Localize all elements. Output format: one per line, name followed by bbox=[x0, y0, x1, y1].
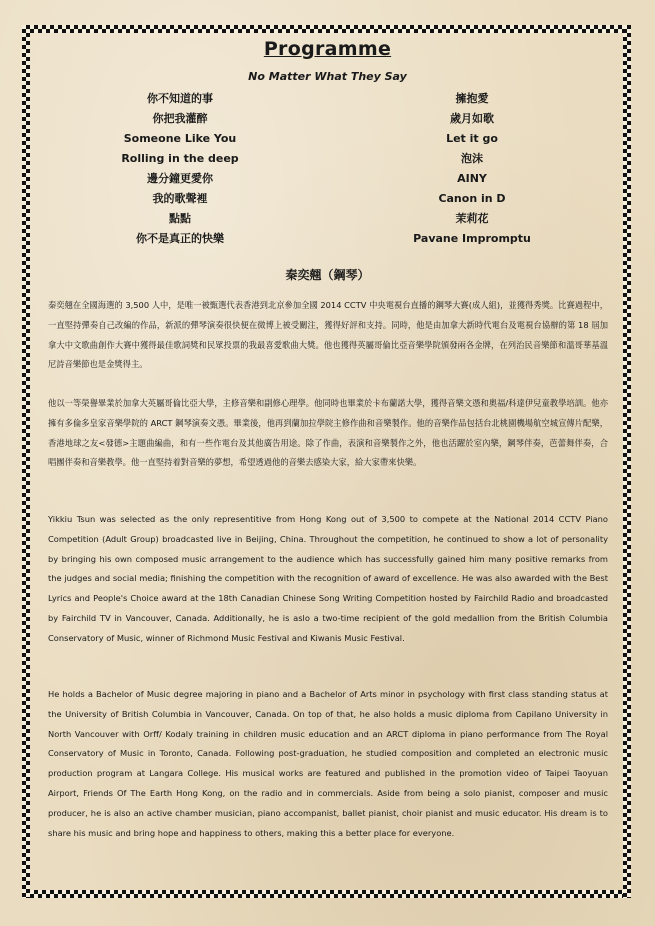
bio-paragraph-english-2: He holds a Bachelor of Music degree majoring in piano and a Bachelor of Arts minor in psychology with first class standing status at the University of British Columbia in Vancouver, Canada. On top of that, he also holds a music diploma from Capilano University in North Vancouver with Orff/ Kodaly training in children music education and an ARCT diploma in piano performance from The Royal Conservatory of Music in Toronto, Canada. Following post-graduation, he studied composition and completed an electronic music production program at Langara College. His musical works are featured and published in the promotion video of Taipei Taoyuan Airport, Friends Of The Earth Hong Kong, on the radio and in commercials. Aside from being a solo pianist, composer and music producer, he is also an active chamber musician, piano accompanist, ballet pianist, choir pianist and music educator. His dream is to share his music and bring hope and happiness to others, making this a better place for everyone. bbox=[48, 689, 608, 838]
programme-item: 邊分鐘更愛你 bbox=[147, 172, 213, 185]
programme-item: Let it go bbox=[446, 132, 498, 145]
bio-paragraph-english-1: Yikkiu Tsun was selected as the only representitive from Hong Kong out of 3,500 to compete at the National 2014 CCTV Piano Competition (Adult Group) broadcasted live in Beijing, China. Throughout the competition, he continued to show a lot of personality by bringing his own composed music arrangement to the audience which has successfully gained him many positive remarks from the judges and social media; finishing the competition with the recognition of award of excellence. He was also awarded with the Best Lyrics and People's Choice award at the 18th Canadian Chinese Song Writing Competition hosted by Fairchild Radio and broadcasted by Fairchild TV in Vancouver, Canada. Additionally, he is aslo a two-time recipient of the gold medallion from the British Columbia Conservatory of Music, winner of Richmond Music Festival and Kiwanis Music Festival. bbox=[48, 514, 608, 643]
checkered-border-right bbox=[623, 25, 631, 898]
programme-item: Someone Like You bbox=[123, 132, 237, 145]
programme-title: Programme bbox=[263, 38, 392, 60]
programme-item: 你把我灌醉 bbox=[152, 112, 208, 125]
programme-left-column bbox=[80, 89, 280, 249]
programme-item: 點點 bbox=[169, 212, 191, 225]
programme-item: 泡沫 bbox=[461, 152, 483, 165]
programme-item: 擁抱愛 bbox=[455, 92, 489, 105]
programme-item: Pavane Impromptu bbox=[413, 232, 531, 245]
bio-heading: 秦奕翹（鋼琴） bbox=[285, 268, 370, 282]
programme-item: 我的歌聲裡 bbox=[152, 192, 208, 205]
programme-item: 你不是真正的快樂 bbox=[136, 232, 224, 245]
programme-item: Canon in D bbox=[438, 192, 506, 205]
programme-right-column bbox=[372, 89, 572, 249]
programme-item: 茉莉花 bbox=[455, 212, 489, 225]
programme-item: 歲月如歌 bbox=[450, 112, 494, 125]
checkered-border-left bbox=[22, 25, 30, 898]
bio-paragraph-chinese-2: 他以一等榮譽畢業於加拿大英屬哥倫比亞大學，主修音樂和副修心理學。他同時也畢業於卡布蘭諾大學，獲得音樂文憑和奧福/科達伊兒童教學培訓。他亦擁有多倫多皇家音樂學院的 ARCT 鋼琴演奏文憑。畢業後，他再到蘭加拉學院主修作曲和音樂製作。他的音樂作品包括台北桃園機場航空城宣傳片配樂，香港地球之友<發德>主題曲編曲，和有一些作電台及其他廣告用途。除了作曲，表演和音樂製作之外，他也活躍於室內樂，鋼琴伴奏，芭蕾舞伴奏，合唱團伴奏和音樂教學。他一直堅持着對音樂的夢想，希望透過他的音樂去感染大家，給大家帶來快樂。 bbox=[48, 398, 608, 468]
programme-item: Rolling in the deep bbox=[121, 152, 239, 165]
bio-paragraph-chinese-1: 秦奕翹在全國海選的 3,500 人中，是唯一被甄選代表香港到北京參加全國 2014 CCTV 中央電視台直播的鋼琴大賽(成人組)，並獲得秀獎。比賽過程中，一直堅持彈奏自己改編的作品，新派的彈琴演奏很快便在微博上被受關注，獲得好評和支持。同時，他是由加拿大新時代電台及電視台協辦的第 18 屆加拿大中文歌曲創作大賽中獲得最佳歌詞獎和民眾投票的我最喜愛歌曲大獎。他也獲得英屬哥倫比亞音樂學院頒發兩各金牌，在列治民音樂節和溫哥華基溫尼詩音樂節也是金獎得主。 bbox=[48, 300, 608, 370]
programme-item: 你不知道的事 bbox=[147, 92, 213, 105]
checkered-border-top bbox=[22, 25, 631, 33]
checkered-border-bottom bbox=[22, 890, 631, 898]
programme-item: AINY bbox=[457, 172, 487, 185]
programme-subtitle: No Matter What They Say bbox=[248, 70, 407, 83]
